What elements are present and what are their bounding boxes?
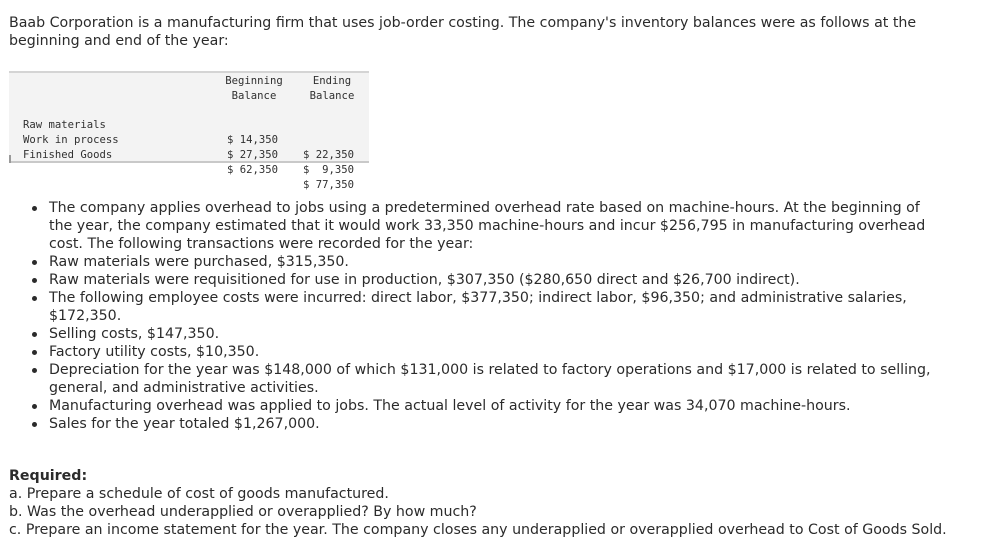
list-item — [30, 271, 945, 289]
bullet-icon — [32, 368, 37, 373]
bullet-icon — [32, 260, 37, 265]
inventory-balances-table — [9, 71, 369, 191]
bullet-icon — [32, 278, 37, 283]
required-section — [9, 467, 979, 539]
list-item-text: Depreciation for the year was $148,000 of which $131,000 is related to factory operations and $17,000 is related to selling, general, and administrative activities. — [49, 362, 931, 396]
beginning-balance-value: $ 27,350 — [227, 149, 279, 161]
list-item-text: Raw materials were requisitioned for use in production, $307,350 ($280,650 direct and $26,700 indirect). — [49, 272, 800, 288]
bullet-icon — [32, 206, 37, 211]
ending-balance-value: $ 22,350 — [303, 149, 355, 161]
bullet-icon — [32, 422, 37, 427]
ending-balance-value: $ 77,350 — [303, 179, 355, 191]
list-item-text: Selling costs, $147,350. — [49, 326, 220, 342]
bullet-icon — [32, 296, 37, 301]
ending-balance-value: $ 9,350 — [303, 164, 355, 176]
column-header-beginning-balance: Beginning Balance — [225, 75, 283, 102]
list-item — [30, 415, 945, 433]
column-header-ending-balance: Ending Balance — [309, 75, 355, 102]
required-item-a: a. Prepare a schedule of cost of goods manufactured. — [9, 486, 389, 502]
list-item — [30, 325, 945, 343]
required-heading: Required: — [9, 468, 88, 484]
transaction-list — [30, 199, 945, 433]
beginning-balance-value: $ 14,350 — [227, 134, 279, 146]
list-item-text: Manufacturing overhead was applied to jobs. The actual level of activity for the year was 34,070 machine-hours. — [49, 398, 851, 414]
list-item — [30, 361, 945, 397]
list-item — [30, 397, 945, 415]
problem-intro: Baab Corporation is a manufacturing firm that uses job-order costing. The company's inventory balances were as follows at the beginning and end of the year: — [9, 15, 917, 49]
list-item — [30, 343, 945, 361]
row-label: Finished Goods — [23, 149, 113, 161]
list-item-text: Factory utility costs, $10,350. — [49, 344, 260, 360]
row-label: Raw materials — [23, 119, 106, 131]
table-corner-marker — [9, 155, 11, 163]
required-item-b: b. Was the overhead underapplied or overapplied? By how much? — [9, 504, 477, 520]
list-item — [30, 199, 945, 253]
bullet-icon — [32, 350, 37, 355]
list-item — [30, 289, 945, 325]
bullet-icon — [32, 404, 37, 409]
row-label: Work in process — [23, 134, 119, 146]
list-item-text: Sales for the year totaled $1,267,000. — [49, 416, 320, 432]
list-item-text: The following employee costs were incurred: direct labor, $377,350; indirect labor, $96,350; and administrative salaries, $172,350. — [49, 290, 907, 324]
required-item-c: c. Prepare an income statement for the year. The company closes any underapplied or overapplied overhead to Cost of Goods Sold. — [9, 522, 947, 538]
list-item-text: Raw materials were purchased, $315,350. — [49, 254, 349, 270]
list-item-text: The company applies overhead to jobs using a predetermined overhead rate based on machine-hours. At the beginning of the year, the company estimated that it would work 33,350 machine-hours and incur $256,795 in manufacturing overhead cost. The following transactions were recorded for the year: — [49, 200, 926, 252]
beginning-balance-value: $ 62,350 — [227, 164, 279, 176]
bullet-icon — [32, 332, 37, 337]
list-item — [30, 253, 945, 271]
